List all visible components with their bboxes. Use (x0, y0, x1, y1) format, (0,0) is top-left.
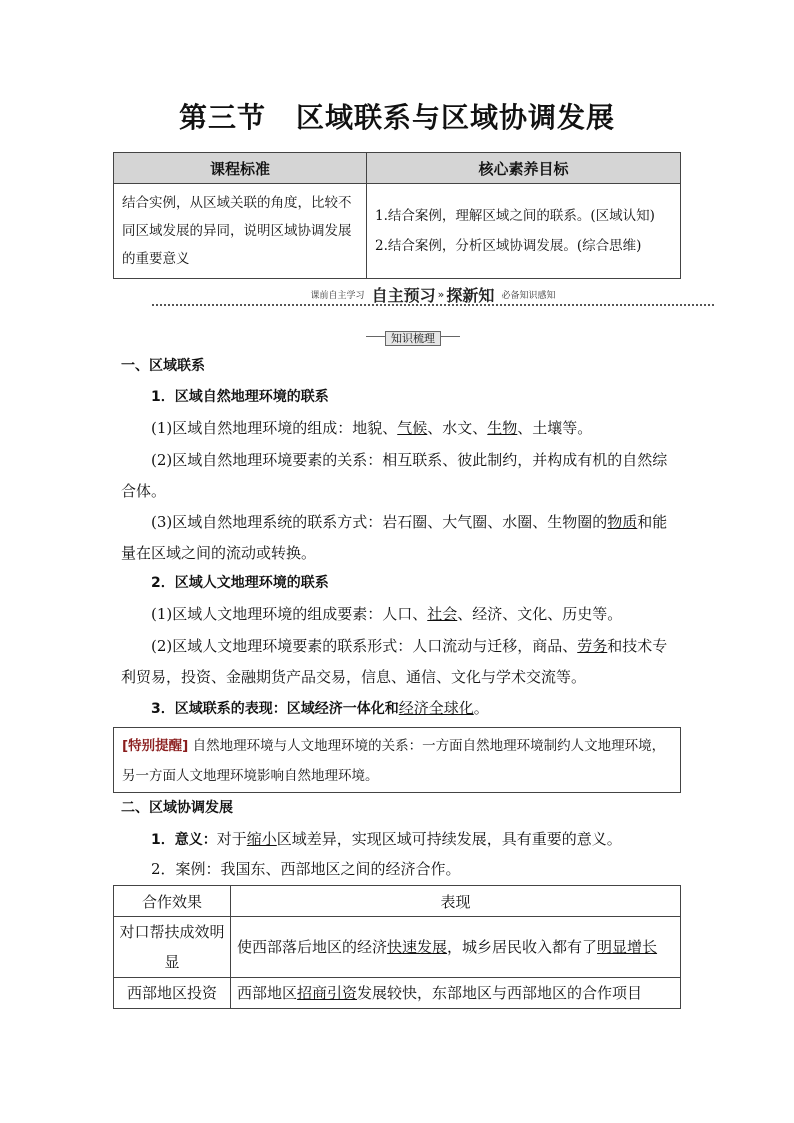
table-header-standard: 课程标准 (114, 153, 367, 184)
table-cell-effect: 对口帮扶成效明显 (114, 917, 231, 978)
standard-text: 结合实例，从区域关联的角度，比较不同区域发展的异同，说明区域协调发展的重要意义 (114, 184, 367, 279)
subheading-natural: 1．区域自然地理环境的联系 (151, 389, 329, 405)
literacy-goal-2: 2.结合案例，分析区域协调发展。(综合思维) (375, 238, 642, 254)
special-reminder-box (113, 727, 681, 793)
special-reminder-label: [特别提醒] (122, 738, 189, 754)
table-row (114, 978, 681, 1009)
paragraph-human-linkage: (2)区域人文地理环境要素的联系形式：人口流动与迁移，商品、劳务和技术专利贸易，投资、金融期货产品交易，信息、通信、文化与学术交流等。 (121, 637, 668, 686)
banner-main-text-2: 探新知 (446, 286, 495, 305)
banner-left-text: 课前自主学习 (310, 291, 365, 301)
table-header-literacy: 核心素养目标 (367, 153, 681, 184)
arrow-icon: » (437, 288, 445, 301)
table-header-performance: 表现 (231, 886, 681, 917)
paragraph-significance: 1．意义：对于缩小区域差异，实现区域可持续发展，具有重要的意义。 (151, 830, 622, 848)
table-cell-effect: 西部地区投资 (114, 978, 231, 1009)
paragraph-natural-relations: (2)区域自然地理环境要素的关系：相互联系、彼此制约，并构成有机的自然综合体。 (121, 451, 668, 500)
cooperation-table (113, 885, 681, 1009)
table-cell-performance: 西部地区招商引资发展较快，东部地区与西部地区的合作项目 (231, 978, 681, 1009)
section-heading-2: 二、区域协调发展 (121, 800, 233, 816)
curriculum-standards-table (113, 152, 681, 279)
paragraph-natural-linkage: (3)区域自然地理系统的联系方式：岩石圈、大气圈、水圈、生物圈的物质和能量在区域之间的流动或转换。 (121, 513, 668, 562)
table-row (114, 917, 681, 978)
paragraph-case: 2．案例：我国东、西部地区之间的经济合作。 (151, 860, 461, 878)
literacy-goals (367, 184, 681, 279)
banner-right-text: 必备知识感知 (501, 291, 556, 301)
literacy-goal-1: 1.结合案例，理解区域之间的联系。(区域认知) (375, 208, 655, 224)
paragraph-human-components: (1)区域人文地理环境的组成要素：人口、社会、经济、文化、历史等。 (151, 605, 623, 623)
page-title: 第三节 区域联系与区域协调发展 (178, 101, 616, 134)
section-banner (152, 283, 714, 307)
knowledge-tag: 知识梳理 (366, 327, 460, 345)
banner-main-text-1: 自主预习 (371, 286, 436, 305)
paragraph-region-linkage: 3．区域联系的表现：区域经济一体化和经济全球化。 (151, 699, 489, 717)
section-heading-1: 一、区域联系 (121, 358, 205, 374)
table-cell-performance: 使西部落后地区的经济快速发展，城乡居民收入都有了明显增长 (231, 917, 681, 978)
paragraph-natural-components: (1)区域自然地理环境的组成：地貌、气候、水文、生物、土壤等。 (151, 419, 593, 437)
special-reminder-text: 自然地理环境与人文地理环境的关系：一方面自然地理环境制约人文地理环境，另一方面人文地理环境影响自然地理环境。 (122, 738, 666, 784)
table-header-effect: 合作效果 (114, 886, 231, 917)
subheading-human: 2．区域人文地理环境的联系 (151, 575, 329, 591)
